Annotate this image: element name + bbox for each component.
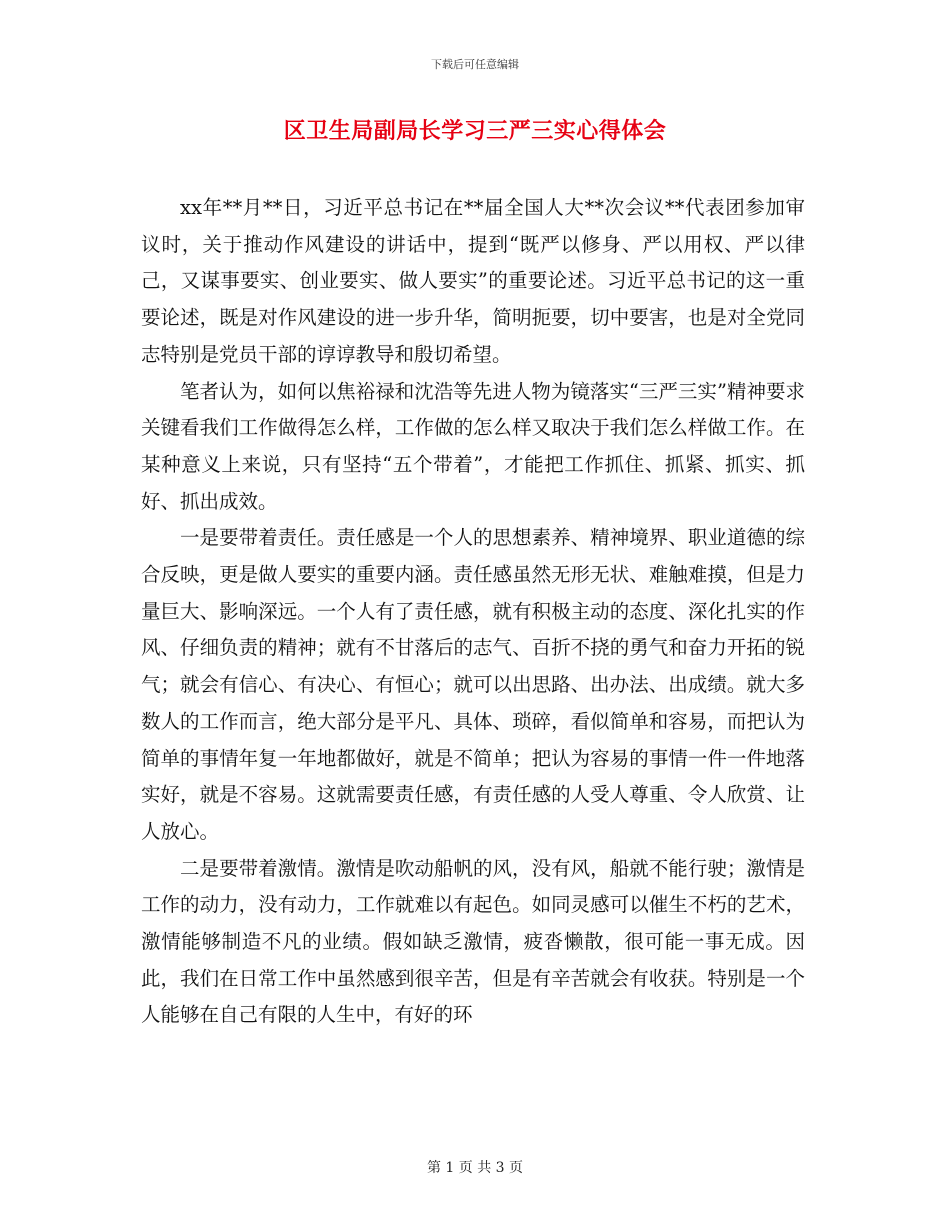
document-title: 区卫生局副局长学习三严三实心得体会 — [283, 118, 667, 144]
paragraph-1: xx年**月**日，习近平总书记在**届全国人大**次会议**代表团参加审议时，关于推动作风建设的讲话中，提到“既严以修身、严以用权、严以律己，又谋事要实、创业要实、做人要实”的重要论述。习近平总书记的这一重要论述，既是对作风建设的进一步升华，简明扼要，切中要害，也是对全党同志特别是党员干部的谆谆教导和殷切希望。 — [141, 196, 805, 366]
paragraph-2: 笔者认为，如何以焦裕禄和沈浩等先进人物为镜落实“三严三实”精神要求关键看我们工作做得怎么样，工作做的怎么样又取决于我们怎么样做工作。在某种意义上来说，只有坚持“五个带着”，才能把工作抓住、抓紧、抓实、抓好、抓出成效。 — [141, 379, 805, 513]
paragraph-3: 一是要带着责任。责任感是一个人的思想素养、精神境界、职业道德的综合反映，更是做人要实的重要内涵。责任感虽然无形无状、难触难摸，但是力量巨大、影响深远。一个人有了责任感，就有积极主动的态度、深化扎实的作风、仔细负责的精神；就有不甘落后的志气、百折不挠的勇气和奋力开拓的锐气；就会有信心、有决心、有恒心；就可以出思路、出办法、出成绩。就大多数人的工作而言，绝大部分是平凡、具体、琐碎，看似简单和容易，而把认为简单的事情年复一年地都做好，就是不简单；把认为容易的事情一件一件地落实好，就是不容易。这就需要责任感，有责任感的人受人尊重、令人欣赏、让人放心。 — [141, 526, 805, 843]
document-body — [141, 190, 805, 1034]
paragraph-4: 二是要带着激情。激情是吹动船帆的风，没有风，船就不能行驶；激情是工作的动力，没有动力，工作就难以有起色。如同灵感可以催生不朽的艺术，激情能够制造不凡的业绩。假如缺乏激情，疲沓懒散，很可能一事无成。因此，我们在日常工作中虽然感到很辛苦，但是有辛苦就会有收获。特别是一个人能够在自己有限的人生中，有好的环 — [141, 856, 805, 1027]
page-number: 第 1 页 共 3 页 — [426, 1160, 524, 1176]
header-note: 下载后可任意编辑 — [431, 58, 519, 71]
